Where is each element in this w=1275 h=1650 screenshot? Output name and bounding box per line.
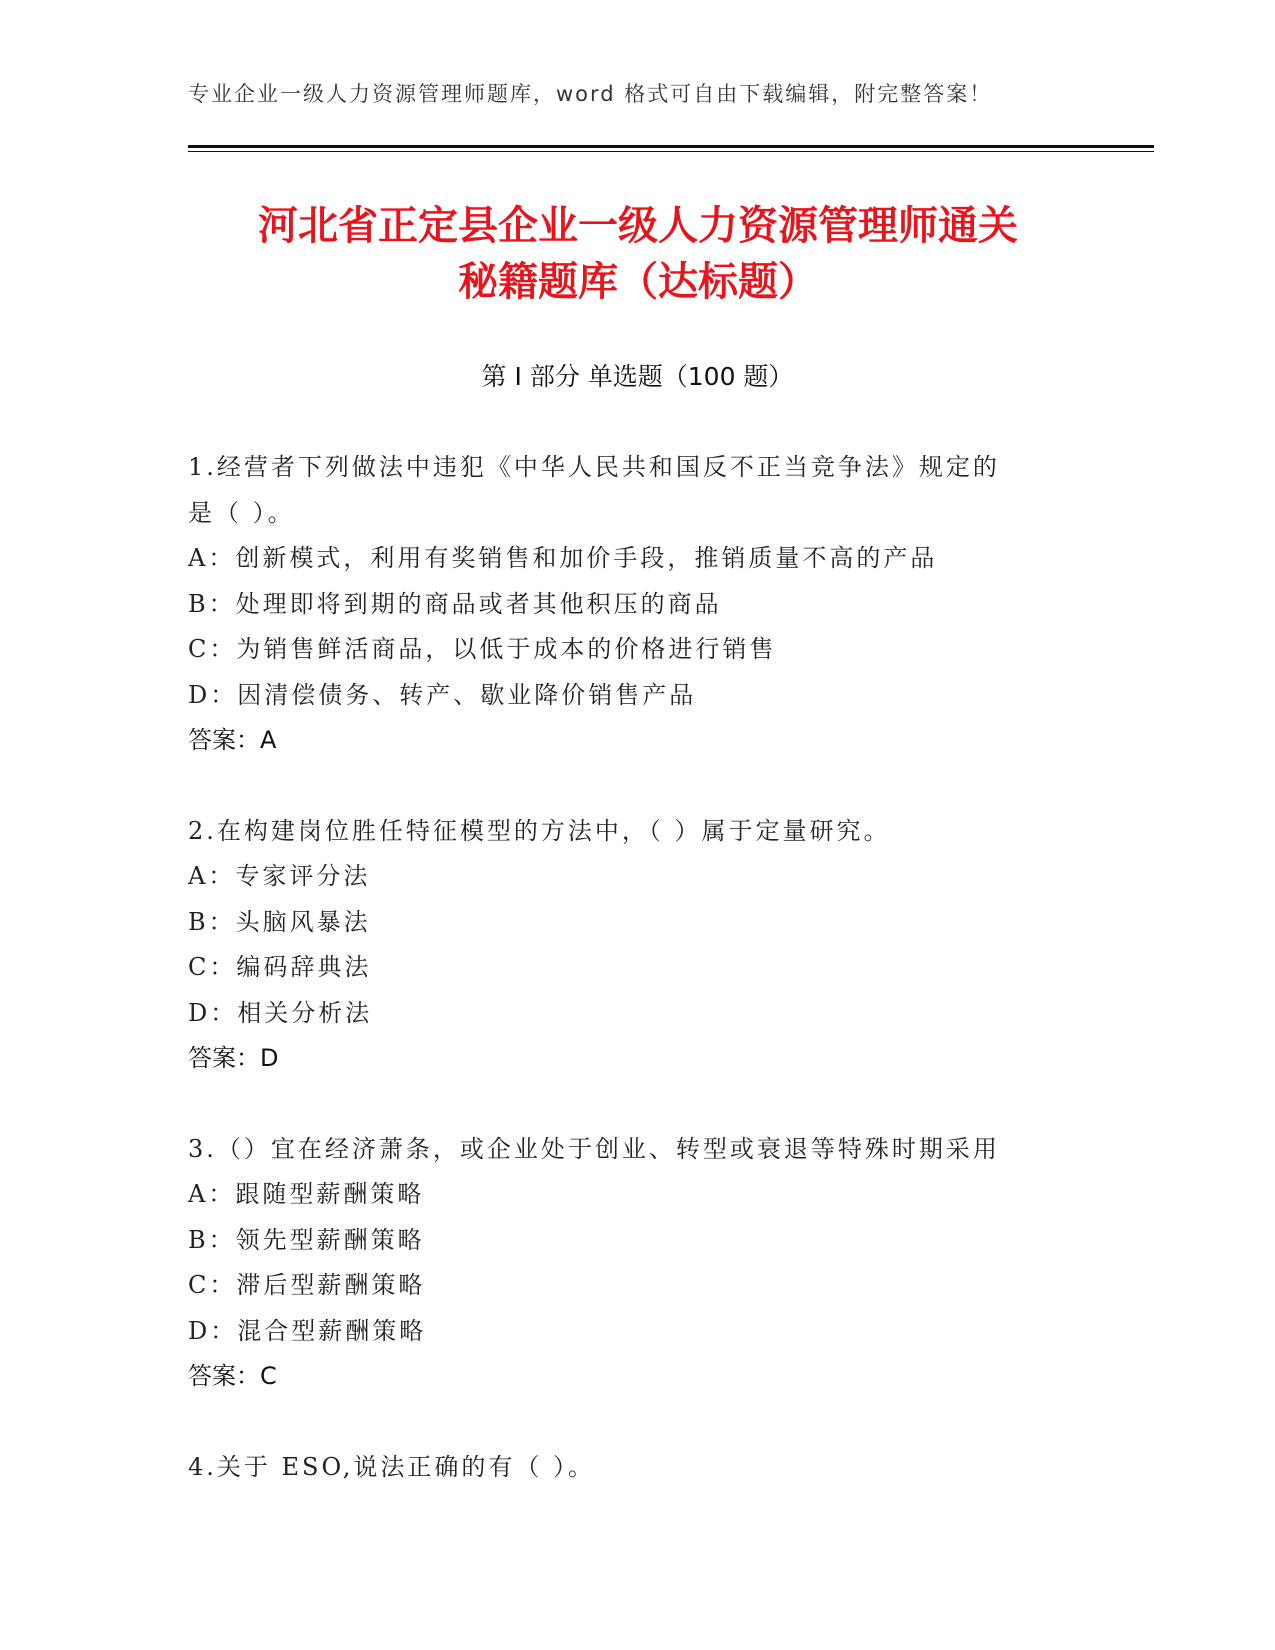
header-rule-thick xyxy=(188,145,1154,148)
answer: 答案：C xyxy=(188,1362,277,1390)
question-stem-line: 2.在构建岗位胜任特征模型的方法中，（ ）属于定量研究。 xyxy=(188,816,891,845)
section-title: 第 I 部分 单选题（100 题） xyxy=(481,362,794,391)
answer: 答案：D xyxy=(188,1044,279,1072)
question-3 xyxy=(188,1127,1088,1400)
header-note: 专业企业一级人力资源管理师题库，word 格式可自由下载编辑，附完整答案！ xyxy=(188,82,993,106)
option-a: A：跟随型薪酬策略 xyxy=(188,1180,425,1208)
question-stem-line: 1.经营者下列做法中违犯《中华人民共和国反不正当竞争法》规定的 xyxy=(188,453,1000,481)
option-b: B：领先型薪酬策略 xyxy=(188,1225,425,1254)
option-a: A：创新模式，利用有奖销售和加价手段，推销质量不高的产品 xyxy=(188,544,938,572)
question-stem-line: 是（ ）。 xyxy=(188,498,295,527)
option-b: B：处理即将到期的商品或者其他积压的商品 xyxy=(188,589,722,618)
document-title-line-1: 河北省正定县企业一级人力资源管理师通关 xyxy=(258,203,1018,249)
question-stem-line: 3.（）宜在经济萧条，或企业处于创业、转型或衰退等特殊时期采用 xyxy=(188,1134,1000,1163)
question-list xyxy=(188,445,1088,1535)
option-c: C：为销售鲜活商品，以低于成本的价格进行销售 xyxy=(188,635,777,663)
option-d: D：因清偿债务、转产、歇业降价销售产品 xyxy=(188,680,697,709)
option-a: A：专家评分法 xyxy=(188,862,371,890)
option-b: B：头脑风暴法 xyxy=(188,907,371,936)
question-1 xyxy=(188,445,1088,764)
option-d: D：混合型薪酬策略 xyxy=(188,1316,427,1345)
answer: 答案：A xyxy=(188,726,277,754)
option-c: C：编码辞典法 xyxy=(188,953,372,981)
option-c: C：滞后型薪酬策略 xyxy=(188,1271,426,1299)
question-2 xyxy=(188,809,1088,1082)
question-4 xyxy=(188,1445,1088,1491)
header-rule-thin xyxy=(188,151,1154,152)
document-title-line-2: 秘籍题库（达标题） xyxy=(458,259,818,305)
document-title xyxy=(188,198,1088,310)
option-d: D：相关分析法 xyxy=(188,998,373,1027)
question-stem-line: 4.关于 ESO,说法正确的有（ ）。 xyxy=(188,1452,596,1481)
